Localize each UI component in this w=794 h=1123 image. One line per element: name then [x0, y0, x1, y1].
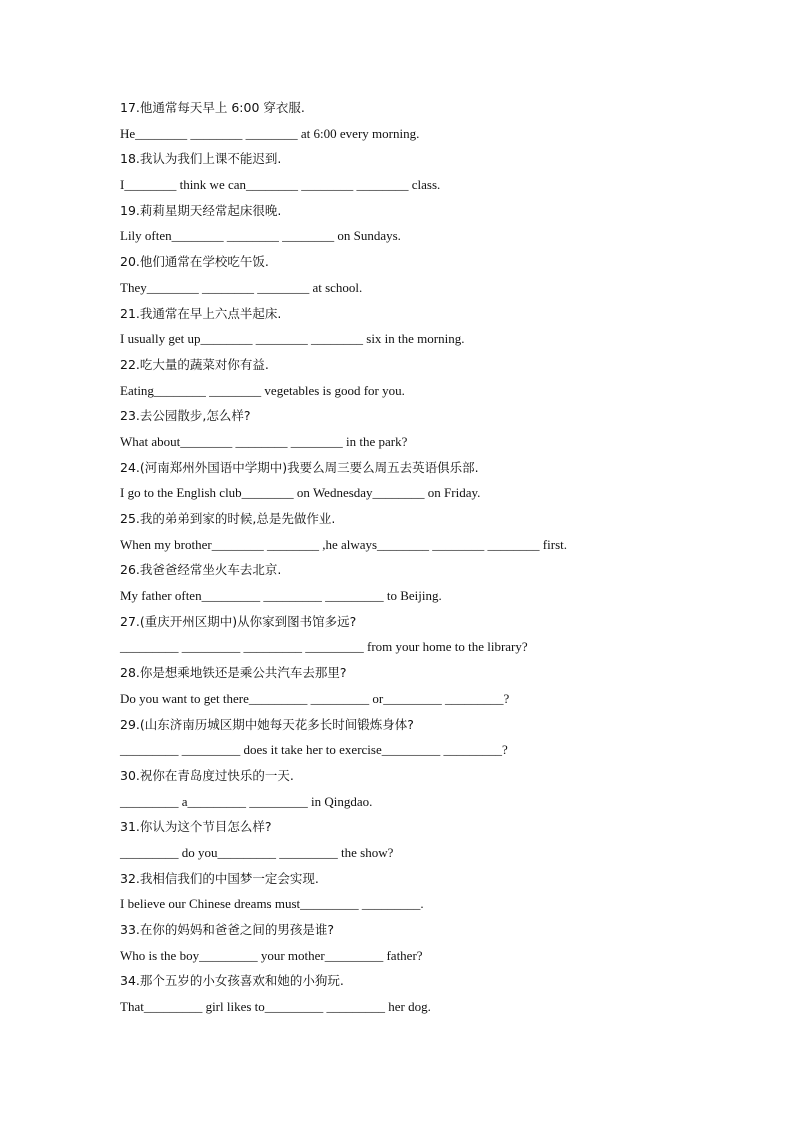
question-26-answer: My father often_________ _________ _________ to Beijing.	[120, 588, 442, 604]
question-18-prompt: 18.我认为我们上课不能迟到.	[120, 151, 282, 167]
question-17-prompt: 17.他通常每天早上 6:00 穿衣服.	[120, 100, 305, 115]
question-32-answer: I believe our Chinese dreams must_________ _________.	[120, 896, 424, 912]
question-24-answer: I go to the English club________ on Wednesday________ on Friday.	[120, 485, 481, 501]
question-34-prompt: 34.那个五岁的小女孩喜欢和她的小狗玩.	[120, 973, 344, 989]
exercise-list	[120, 95, 720, 1020]
question-32-prompt: 32.我相信我们的中国梦一定会实现.	[120, 870, 319, 886]
question-24-prompt: 24.(河南郑州外国语中学期中)我要么周三要么周五去英语俱乐部.	[120, 459, 479, 475]
question-23-prompt: 23.去公园散步,怎么样?	[120, 408, 251, 424]
question-21-prompt: 21.我通常在早上六点半起床.	[120, 305, 282, 321]
question-25-prompt: 25.我的弟弟到家的时候,总是先做作业.	[120, 511, 336, 526]
question-22-answer: Eating________ ________ vegetables is good for you.	[120, 382, 405, 398]
question-20-prompt: 20.他们通常在学校吃午饭.	[120, 254, 269, 270]
question-33-prompt: 33.在你的妈妈和爸爸之间的男孩是谁?	[120, 922, 335, 937]
question-34-answer: That_________ girl likes to_________ _________ her dog.	[120, 999, 431, 1015]
question-28-answer: Do you want to get there_________ _________ or_________ _________?	[120, 690, 510, 706]
question-23-answer: What about________ ________ ________ in the park?	[120, 433, 408, 449]
question-17-answer: He________ ________ ________ at 6:00 every morning.	[120, 125, 420, 141]
question-25-answer: When my brother________ ________ ,he always________ ________ ________ first.	[120, 536, 568, 552]
question-21-answer: I usually get up________ ________ ________ six in the morning.	[120, 331, 465, 347]
question-18-answer: I________ think we can________ ________ ________ class.	[120, 177, 441, 193]
question-19-answer: Lily often________ ________ ________ on Sundays.	[120, 228, 401, 244]
question-29-prompt: 29.(山东济南历城区期中她每天花多长时间锻炼身体?	[120, 716, 414, 732]
question-31-answer: _________ do you_________ _________ the show?	[120, 844, 394, 860]
question-31-prompt: 31.你认为这个节目怎么样?	[120, 819, 272, 835]
question-30-prompt: 30.祝你在青岛度过快乐的一天.	[120, 767, 294, 783]
question-30-answer: _________ a_________ _________ in Qingdao.	[120, 793, 373, 809]
question-29-answer: _________ _________ does it take her to exercise_________ _________?	[120, 742, 508, 758]
question-27-answer: _________ _________ _________ _________ from your home to the library?	[120, 639, 528, 655]
question-22-prompt: 22.吃大量的蔬菜对你有益.	[120, 356, 269, 372]
question-27-prompt: 27.(重庆开州区期中)从你家到图书馆多远?	[120, 613, 357, 629]
question-33-answer: Who is the boy_________ your mother_________ father?	[120, 947, 423, 963]
question-19-prompt: 19.莉莉星期天经常起床很晚.	[120, 202, 282, 218]
question-28-prompt: 28.你是想乘地铁还是乘公共汽车去那里?	[120, 665, 347, 681]
question-20-answer: They________ ________ ________ at school.	[120, 279, 363, 295]
question-26-prompt: 26.我爸爸经常坐火车去北京.	[120, 562, 282, 578]
